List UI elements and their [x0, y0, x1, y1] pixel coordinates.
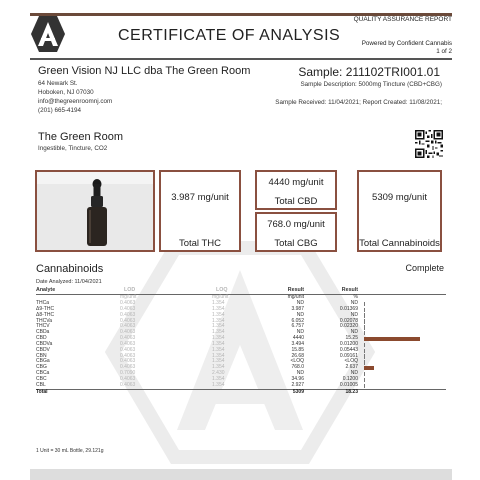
result-bar-tick — [364, 378, 365, 382]
result-bar-tick — [364, 308, 365, 312]
cannabinoids-title: Cannabinoids — [36, 263, 104, 275]
loq-value: 1.354 — [212, 340, 225, 347]
result-pct-value: 0.01369 — [339, 305, 358, 312]
lod-value: 0.4063 — [120, 381, 136, 388]
analyte-name: Δ9-THC — [36, 305, 55, 312]
result-bar-tick — [364, 343, 365, 347]
analyte-name: CBDa — [36, 329, 50, 336]
result-pct-value: 0.09161 — [339, 352, 358, 359]
sample-dates: Sample Received: 11/04/2021; Report Created: 11/08/2021; — [275, 99, 442, 106]
lod-value: 0.4063 — [120, 323, 136, 330]
loq-value: 1.354 — [212, 381, 225, 388]
loq-value: 1.354 — [212, 317, 225, 324]
lod-value: 0.4063 — [120, 340, 136, 347]
result-pct-value: ND — [350, 370, 358, 377]
lod-value: 0.7090 — [120, 370, 136, 377]
table-header — [36, 287, 446, 295]
qr-code-icon[interactable] — [415, 130, 443, 158]
result-mg-value: 15.85 — [291, 346, 304, 353]
status-complete: Complete — [405, 263, 444, 273]
loq-value: 1.354 — [212, 311, 225, 318]
page-number: 1 of 2 — [436, 48, 452, 55]
tincture-bottle-image — [37, 172, 153, 250]
result-bar-tick — [364, 331, 365, 335]
analyte-name: CBN — [36, 352, 47, 359]
sample-id: Sample: 211102TRI001.01 — [298, 65, 440, 79]
result-pct-value: 15.25 — [345, 335, 358, 342]
total-cbd-box — [255, 170, 337, 210]
result-pct-value: ND — [350, 329, 358, 336]
total-cannabinoids-box — [357, 170, 442, 252]
result-mg-value: 2.927 — [291, 381, 304, 388]
result-bar-tick — [364, 319, 365, 323]
result-mg-value: ND — [296, 311, 304, 318]
loq-value: 1.354 — [212, 375, 225, 382]
result-pct-value: 2.637 — [345, 364, 358, 371]
sample-description: Sample Description: 5000mg Tincture (CBD+CBG) — [300, 81, 442, 88]
result-pct-value: 0.02078 — [339, 317, 358, 324]
total-thc-value: 3.987 mg/unit — [171, 192, 229, 203]
total-row — [36, 389, 446, 396]
total-cbg-box — [255, 212, 337, 252]
result-pct-value: 0.01200 — [339, 340, 358, 347]
result-bar-tick — [364, 360, 365, 364]
lod-value: 0.4063 — [120, 317, 136, 324]
total-label: Total — [36, 388, 48, 395]
analyte-name: CBG — [36, 364, 47, 371]
loq-value: 1.354 — [212, 305, 225, 312]
lod-value: 0.4063 — [120, 352, 136, 359]
result-mg-value: 4440 — [292, 335, 304, 342]
result-bar — [364, 366, 374, 370]
loq-value: 1.354 — [212, 300, 225, 306]
loq-value: 2.430 — [212, 370, 225, 377]
analyte-name: CBDV — [36, 346, 50, 353]
result-pct-value: 0.02320 — [339, 323, 358, 330]
lod-value: 0.4063 — [120, 329, 136, 336]
result-mg-value: 768.0 — [291, 364, 304, 371]
result-pct-value: <LOQ — [344, 358, 358, 365]
loq-value: 1.354 — [212, 329, 225, 336]
loq-value: 1.354 — [212, 358, 225, 365]
result-mg-value: 6.052 — [291, 317, 304, 324]
analyte-name: CBC — [36, 375, 47, 382]
result-mg-value: ND — [296, 329, 304, 336]
page-title: CERTIFICATE OF ANALYSIS — [118, 27, 341, 44]
footer-band — [30, 469, 452, 480]
lod-value: 0.4063 — [120, 358, 136, 365]
client-address-street: 64 Newark St. — [38, 80, 78, 87]
loq-value: 1.354 — [212, 335, 225, 342]
header-loq: LOQ — [216, 287, 228, 293]
client-phone: (201) 665-4194 — [38, 107, 82, 114]
total-result-pct: 18.23 — [345, 388, 358, 395]
total-thc-label: Total THC — [178, 238, 222, 249]
unit-footnote: 1 Unit = 30 mL Bottle, 29.121g — [36, 448, 104, 454]
analyte-name: THCVa — [36, 317, 53, 324]
result-mg-value: <LOQ — [290, 358, 304, 365]
client-name: The Green Room — [38, 131, 123, 143]
client-email: info@thegreenroomnj.com — [38, 98, 113, 105]
lod-value: 0.4063 — [120, 375, 136, 382]
header-result-mg: Result — [287, 287, 304, 293]
total-cbd-label: Total CBD — [274, 196, 318, 207]
analyte-name: CBGa — [36, 358, 50, 365]
product-photo — [35, 170, 155, 252]
total-cannabinoids-label: Total Cannabinoids — [359, 238, 440, 249]
loq-value: 1.354 — [212, 346, 225, 353]
lab-logo-icon — [30, 14, 66, 54]
result-bar — [364, 337, 420, 341]
result-mg-value: 6.757 — [291, 323, 304, 330]
analyte-name: CBCa — [36, 370, 50, 377]
total-cannabinoids-value: 5309 mg/unit — [372, 192, 427, 203]
loq-value: 1.354 — [212, 323, 225, 330]
total-cbg-label: Total CBG — [274, 238, 318, 249]
result-pct-value: ND — [350, 311, 358, 318]
loq-value: 1.354 — [212, 352, 225, 359]
lod-value: 0.4063 — [120, 364, 136, 371]
analyte-name: CBDVa — [36, 340, 53, 347]
lod-value: 0.4063 — [120, 305, 136, 312]
header-result-pct: Result — [341, 287, 358, 293]
date-analyzed: Date Analyzed: 11/04/2021 — [36, 279, 102, 285]
total-thc-box — [159, 170, 241, 252]
lod-value: 0.4063 — [120, 335, 136, 342]
analyte-name: CBL — [36, 381, 46, 388]
total-cbd-value: 4440 mg/unit — [268, 177, 324, 188]
result-pct-value: 0.1200 — [342, 375, 358, 382]
header-analyte: Analyte — [36, 287, 56, 293]
lod-value: 0.4063 — [120, 300, 136, 306]
result-bar-tick — [364, 354, 365, 358]
unit-result-mg: mg/unit — [287, 294, 304, 300]
result-bar-tick — [364, 349, 365, 353]
unit-lod: mg/unit — [120, 294, 137, 300]
result-bar-tick — [364, 384, 365, 388]
result-pct-value: ND — [350, 300, 358, 306]
result-mg-value: ND — [296, 370, 304, 377]
result-pct-value: 0.05443 — [339, 346, 358, 353]
cannabinoids-table — [36, 287, 446, 396]
result-mg-value: 26.68 — [291, 352, 304, 359]
result-mg-value: 34.96 — [291, 375, 304, 382]
unit-result-pct: % — [353, 294, 358, 300]
client-company: Green Vision NJ LLC dba The Green Room — [38, 65, 251, 77]
result-bar-tick — [364, 372, 365, 376]
qa-report-label: QUALITY ASSURANCE REPORT — [353, 16, 452, 23]
result-mg-value: 3.494 — [291, 340, 304, 347]
client-address-city: Hoboken, NJ 07030 — [38, 89, 94, 96]
analyte-name: Δ8-THC — [36, 311, 55, 318]
header-bottom-rule — [30, 58, 452, 60]
result-mg-value: ND — [296, 300, 304, 306]
analyte-name: CBD — [36, 335, 47, 342]
analyte-name: THCa — [36, 300, 50, 306]
result-bar-tick — [364, 313, 365, 317]
result-bar-tick — [364, 325, 365, 329]
total-cbg-value: 768.0 mg/unit — [267, 219, 325, 230]
total-result-mg: 5309 — [292, 388, 304, 395]
header-lod: LOD — [124, 287, 136, 293]
result-mg-value: 3.987 — [291, 305, 304, 312]
result-bar-tick — [364, 302, 365, 306]
unit-loq: mg/unit — [212, 294, 229, 300]
lod-value: 0.4063 — [120, 346, 136, 353]
result-pct-value: 0.01005 — [339, 381, 358, 388]
lod-value: 0.4063 — [120, 311, 136, 318]
powered-by: Powered by Confident Cannabis — [361, 40, 452, 47]
loq-value: 1.354 — [212, 364, 225, 371]
product-type: Ingestible, Tincture, CO2 — [38, 145, 108, 152]
analyte-name: THCV — [36, 323, 50, 330]
